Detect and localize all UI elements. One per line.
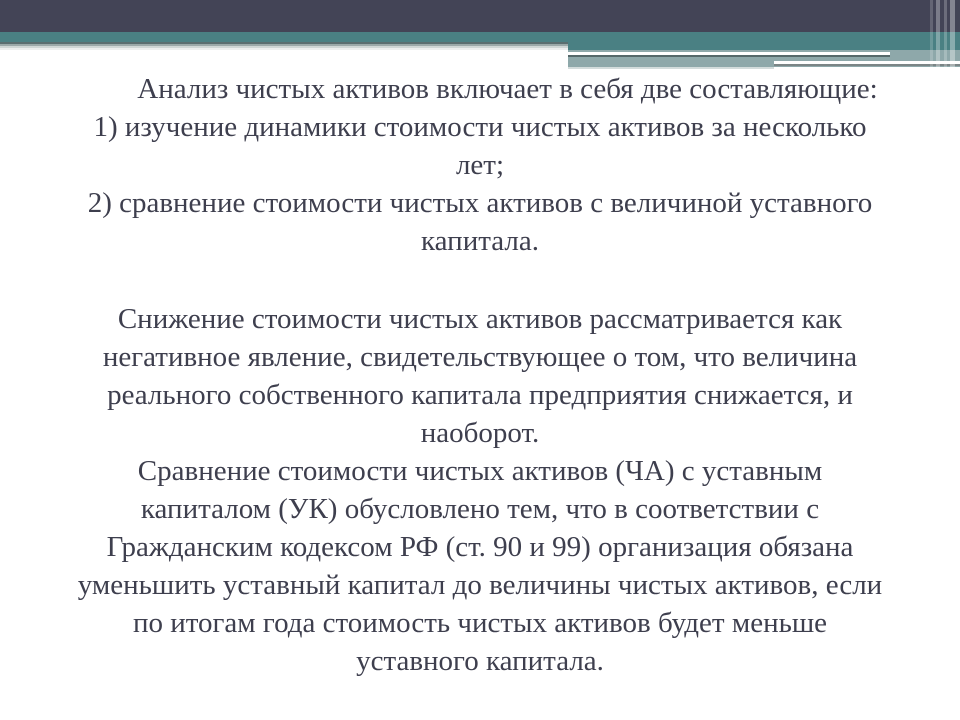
text-line: реального собственного капитала предприятия снижается, и [107, 379, 853, 411]
paragraph-net-assets-analysis [10, 70, 950, 260]
text-line: Снижение стоимости чистых активов рассматривается как [117, 303, 843, 335]
header-shade-line [0, 48, 568, 50]
paragraph-spacer [10, 260, 950, 300]
text-line: 2) сравнение стоимости чистых активов с величиной уставного [87, 187, 873, 219]
header-vertical-stripe [944, 0, 947, 68]
header-fade-line [568, 67, 774, 69]
text-line: Гражданским кодексом РФ (ст. 90 и 99) организация обязана [106, 531, 854, 563]
text-line: Сравнение стоимости чистых активов (ЧА) с уставным [137, 455, 823, 487]
paragraph-net-assets-decrease [10, 300, 950, 452]
text-line: уставного капитала. [356, 645, 604, 677]
header-vertical-stripe [936, 0, 940, 68]
header-right-teal-extension [568, 42, 960, 50]
header-teal-bar [0, 32, 960, 42]
text-line: Анализ чистых активов включает в себя две составляющие: [137, 73, 878, 105]
text-line: 1) изучение динамики стоимости чистых активов за несколько [93, 111, 867, 143]
header-vertical-stripe [950, 0, 955, 68]
text-line: лет; [455, 149, 505, 181]
paragraph-comparison-with-charter-capital [10, 452, 950, 680]
text-line: уменьшить уставный капитал до величины чистых активов, если [77, 569, 883, 601]
text-line: капиталом (УК) обусловлено тем, что в соответствии с [140, 493, 820, 525]
text-line: негативное явление, свидетельствующее о том, что величина [102, 341, 858, 373]
text-line: наоборот. [420, 417, 540, 449]
text-line: капитала. [421, 225, 539, 257]
header-accent-line-shadow [568, 55, 890, 57]
text-line: по итогам года стоимость чистых активов будет меньше [132, 607, 828, 639]
header-vertical-stripe [930, 0, 933, 68]
header-dark-bar [0, 0, 960, 32]
slide-body-text [10, 70, 950, 680]
